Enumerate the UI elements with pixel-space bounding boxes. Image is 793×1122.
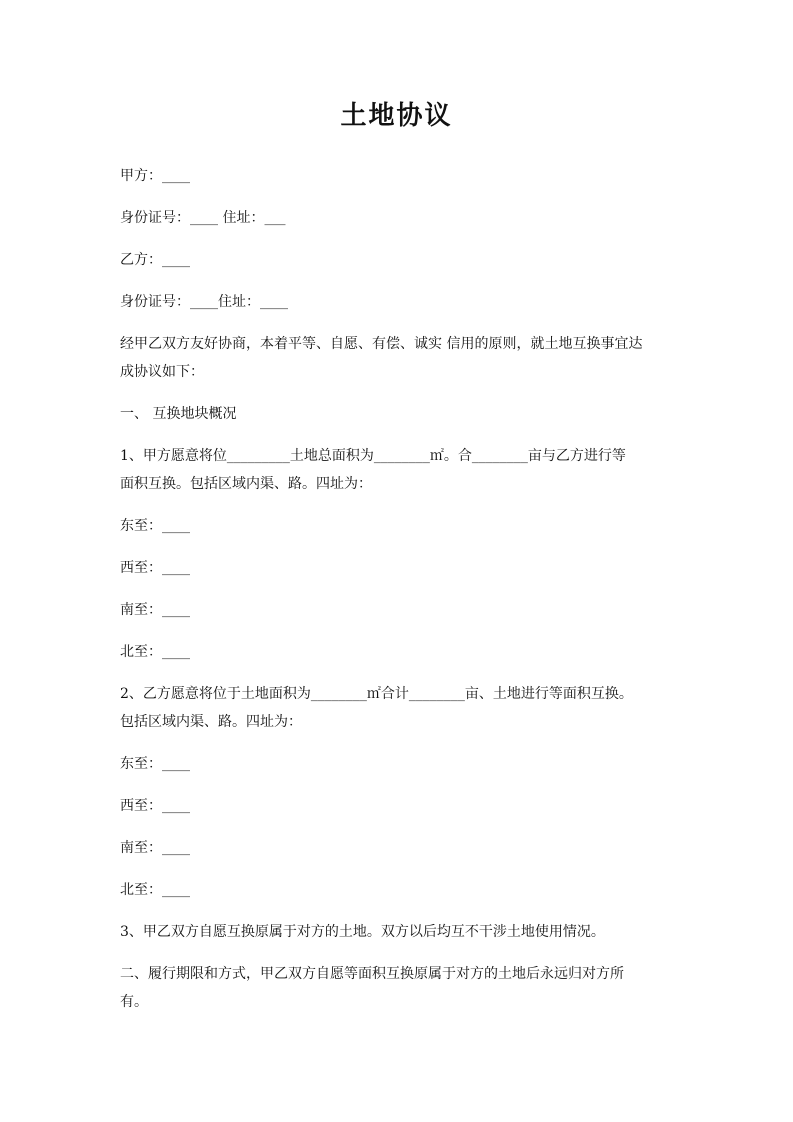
party-a-east-boundary: 东至：____ bbox=[120, 518, 190, 534]
document-title: 土地协议 bbox=[340, 101, 453, 131]
clause-3-line: 3、甲乙双方自愿互换原属于对方的土地。双方以后均互不干涉土地使用情况。 bbox=[120, 924, 605, 940]
party-a-line: 甲方：____ bbox=[120, 168, 190, 184]
party-b-south-boundary: 南至：____ bbox=[120, 840, 190, 856]
party-b-west-boundary: 西至：____ bbox=[120, 798, 190, 814]
section-1-heading: 一、 互换地块概况 bbox=[120, 406, 237, 422]
clause-2-line-1: 2、乙方愿意将位于土地面积为________㎡合计________亩、土地进行等面积互换。 bbox=[120, 686, 633, 702]
party-a-west-boundary: 西至：____ bbox=[120, 560, 190, 576]
party-a-north-boundary: 北至：____ bbox=[120, 644, 190, 660]
clause-1-line-1: 1、甲方愿意将位_________土地总面积为________㎡。合________亩与乙方进行等 bbox=[120, 448, 626, 464]
party-b-east-boundary: 东至：____ bbox=[120, 756, 190, 772]
section-2-line-2: 有。 bbox=[120, 994, 148, 1010]
party-b-north-boundary: 北至：____ bbox=[120, 882, 190, 898]
clause-1-line-2: 面积互换。包括区域内渠、路。四址为： bbox=[120, 476, 372, 492]
intro-line-2: 成协议如下： bbox=[120, 364, 204, 380]
party-b-line: 乙方：____ bbox=[120, 252, 190, 268]
intro-line-1: 经甲乙双方友好协商，本着平等、自愿、有偿、诚实 信用的原则，就土地互换事宜达 bbox=[120, 336, 643, 352]
party-a-south-boundary: 南至：____ bbox=[120, 602, 190, 618]
party-a-id-address-line: 身份证号：____ 住址：___ bbox=[120, 210, 286, 226]
clause-2-line-2: 包括区域内渠、路。四址为： bbox=[120, 714, 302, 730]
section-2-line-1: 二、履行期限和方式，甲乙双方自愿等面积互换原属于对方的土地后永远归对方所 bbox=[120, 966, 624, 982]
party-b-id-address-line: 身份证号：____住址：____ bbox=[120, 294, 288, 310]
